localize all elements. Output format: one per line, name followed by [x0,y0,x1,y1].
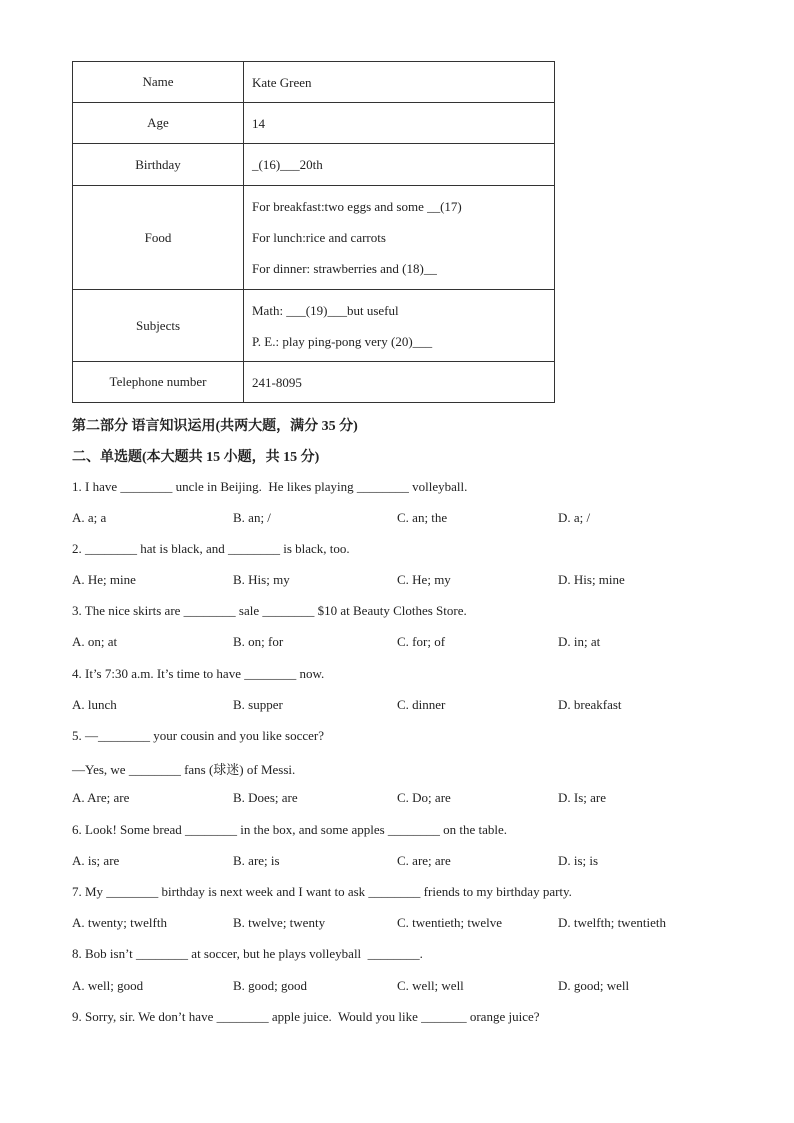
row-value-line: For lunch:rice and carrots [252,230,386,245]
question-stem: 7. My ________ birthday is next week and I want to ask ________ friends to my birthday party. [72,884,572,899]
option-c: C. are; are [397,853,451,868]
question-stem: 8. Bob isn’t ________ at soccer, but he plays volleyball ________. [72,946,423,961]
row-label: Age [73,103,244,144]
row-label: Telephone number [73,362,244,403]
info-table [72,61,555,403]
option-a: A. a; a [72,510,107,525]
option-b: B. supper [233,697,283,712]
option-b: B. His; my [233,572,290,587]
table-row [73,290,555,362]
row-label: Food [73,186,244,290]
option-b: B. on; for [233,634,284,649]
section2-heading: 二、单选题(本大题共 15 小题，共 15 分) [72,450,320,465]
option-d: D. Is; are [558,790,607,805]
option-c: C. twentieth; twelve [397,915,503,930]
option-b: B. twelve; twenty [233,915,326,930]
option-d: D. a; / [558,510,591,525]
question-stem: 9. Sorry, sir. We don’t have ________ apple juice. Would you like _______ orange juice? [72,1009,540,1024]
option-b: B. Does; are [233,790,298,805]
row-label: Name [73,62,244,103]
question-stem: 1. I have ________ uncle in Beijing. He likes playing ________ volleyball. [72,479,468,494]
row-value-line: P. E.: play ping-pong very (20)___ [252,333,433,349]
option-a: A. Are; are [72,790,130,805]
option-c: C. dinner [397,697,446,712]
option-d: D. in; at [558,634,601,649]
option-a: A. on; at [72,634,118,649]
option-d: D. twelfth; twentieth [558,915,666,930]
row-value-line: 14 [252,115,265,131]
question-stem: 4. It’s 7:30 a.m. It’s time to have ________ now. [72,666,325,681]
option-a: A. lunch [72,697,117,712]
option-d: D. is; is [558,853,599,868]
row-value-line: 241-8095 [252,374,302,390]
option-a: A. He; mine [72,572,136,587]
row-value-line: Math: ___(19)___but useful [252,302,399,318]
row-value-line: Kate Green [252,74,312,90]
row-value [244,103,555,144]
option-b: B. an; / [233,510,271,525]
option-a: A. is; are [72,853,120,868]
row-value [244,186,555,290]
option-b: B. good; good [233,978,308,993]
row-value-line: For breakfast:two eggs and some __(17) [252,199,462,214]
option-d: D. good; well [558,978,630,993]
option-c: C. Do; are [397,790,451,805]
row-value [244,144,555,186]
table-row [73,144,555,186]
option-d: D. His; mine [558,572,625,587]
table-row [73,62,555,103]
option-c: C. He; my [397,572,451,587]
row-label: Subjects [73,290,244,362]
row-value [244,62,555,103]
option-c: C. for; of [397,634,446,649]
question-stem-line2: —Yes, we ________ fans (球迷) of Messi. [72,762,296,777]
option-d: D. breakfast [558,697,622,712]
row-value-line: For dinner: strawberries and (18)__ [252,261,437,276]
row-value-line: _(16)___20th [252,157,323,172]
option-a: A. well; good [72,978,144,993]
question-stem: 6. Look! Some bread ________ in the box, and some apples ________ on the table. [72,822,508,837]
table-row [73,186,555,290]
table-row [73,362,555,403]
option-c: C. an; the [397,510,448,525]
row-value [244,362,555,403]
question-stem: 3. The nice skirts are ________ sale ________ $10 at Beauty Clothes Store. [72,603,467,618]
row-value [244,290,555,362]
part2-heading: 第二部分 语言知识运用(共两大题，满分 35 分) [72,419,358,434]
option-a: A. twenty; twelfth [72,915,167,930]
option-b: B. are; is [233,853,280,868]
question-stem: 5. —________ your cousin and you like soccer? [72,728,325,743]
question-stem: 2. ________ hat is black, and ________ is black, too. [72,541,350,556]
option-c: C. well; well [397,978,464,993]
row-label: Birthday [73,144,244,186]
table-row [73,103,555,144]
